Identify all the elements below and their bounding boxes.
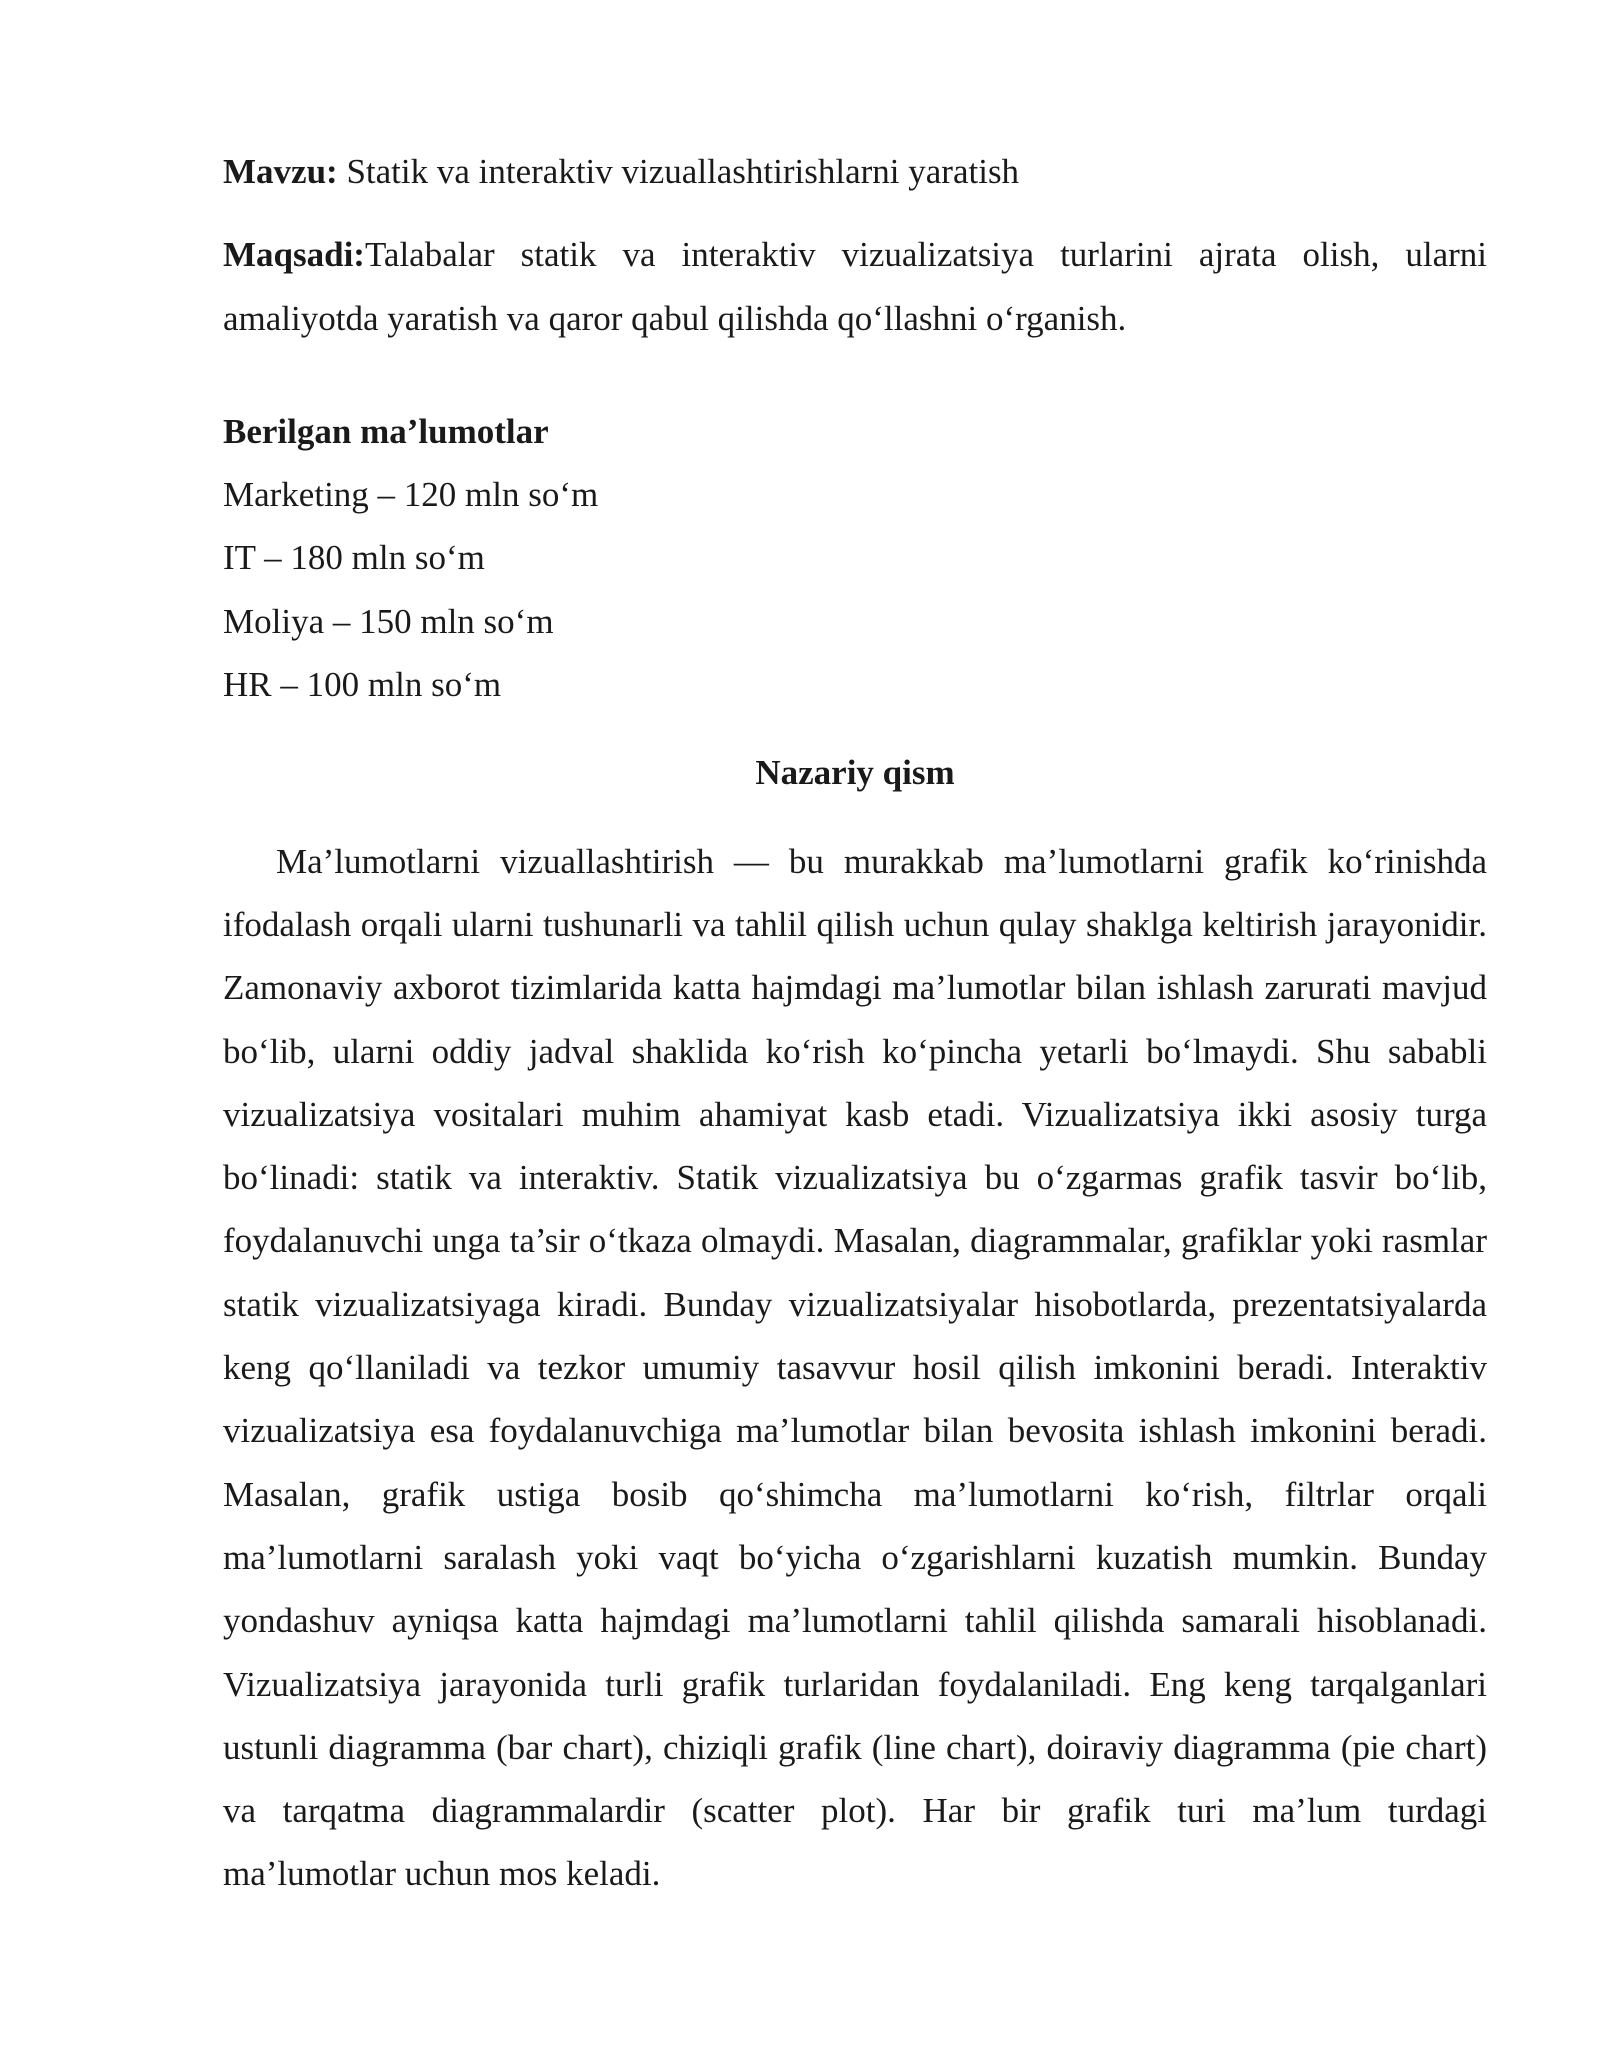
theory-paragraph: Ma’lumotlarni vizuallashtirish — bu murakkab ma’lumotlarni grafik ko‘rinishda ifodalash orqali ularni tushunarli va tahlil qilish uchun qulay shaklga keltirish jarayonidir. Zamonaviy axborot tizimlarida katta hajmdagi ma’lumotlar bilan ishlash zarurati mavjud bo‘lib, ularni oddiy jadval shaklida ko‘rish ko‘pincha yetarli bo‘lmaydi. Shu sababli vizualizatsiya vositalari muhim ahamiyat kasb etadi. Vizualizatsiya ikki asosiy turga bo‘linadi: statik va interaktiv. Statik vizualizatsiya bu o‘zgarmas grafik tasvir bo‘lib, foydalanuvchi unga ta’sir o‘tkaza olmaydi. Masalan, diagrammalar, grafiklar yoki rasmlar statik vizualizatsiyaga kiradi. Bunday vizualizatsiyalar hisobotlarda, prezentatsiyalarda keng qo‘llaniladi va tezkor umumiy tasavvur hosil qilish imkonini beradi. Interaktiv vizualizatsiya esa foydalanuvchiga ma’lumotlar bilan bevosita ishlash imkonini beradi. Masalan, grafik ustiga bosib qo‘shimcha ma’lumotlarni ko‘rish, filtrlar orqali ma’lumotlarni saralash yoki vaqt bo‘yicha o‘zgarishlarni kuzatish mumkin. Bunday yondashuv ayniqsa katta hajmdagi ma’lumotlarni tahlil qilishda samarali hisoblanadi. Vizualizatsiya jarayonida turli grafik turlaridan foydalaniladi. Eng keng tarqalganlari ustunli diagramma (bar chart), chiziqli grafik (line chart), doiraviy diagramma (pie chart) va tarqatma diagrammalardir (scatter plot). Har bir grafik turi ma’lum turdagi ma’lumotlar uchun mos keladi.: [223, 841, 1487, 1894]
given-data-list: [223, 463, 1487, 716]
given-data-heading: Berilgan ma’lumotlar: [223, 411, 549, 451]
goal-paragraph: [223, 223, 1487, 350]
given-item-moliya: Moliya – 150 mln so‘m: [223, 601, 554, 641]
topic-label: Mavzu:: [223, 152, 338, 191]
goal-label: Maqsadi:: [223, 235, 365, 275]
topic-text: Statik va interaktiv vizuallashtirishlarni yaratish: [337, 152, 1020, 191]
topic-line: [223, 140, 1487, 203]
given-item-hr: HR – 100 mln so‘m: [223, 665, 502, 705]
theory-heading: Nazariy qism: [755, 753, 955, 793]
given-item-marketing: Marketing – 120 mln so‘m: [223, 475, 599, 515]
given-item-it: IT – 180 mln so‘m: [223, 538, 485, 578]
goal-text: Talabalar statik va interaktiv vizualizatsiya turlarini ajrata olish, ularni amaliyotda yaratish va qaror qabul qilishda qo‘llashni o‘rganish.: [223, 235, 1487, 338]
document-page: [223, 140, 1487, 1906]
